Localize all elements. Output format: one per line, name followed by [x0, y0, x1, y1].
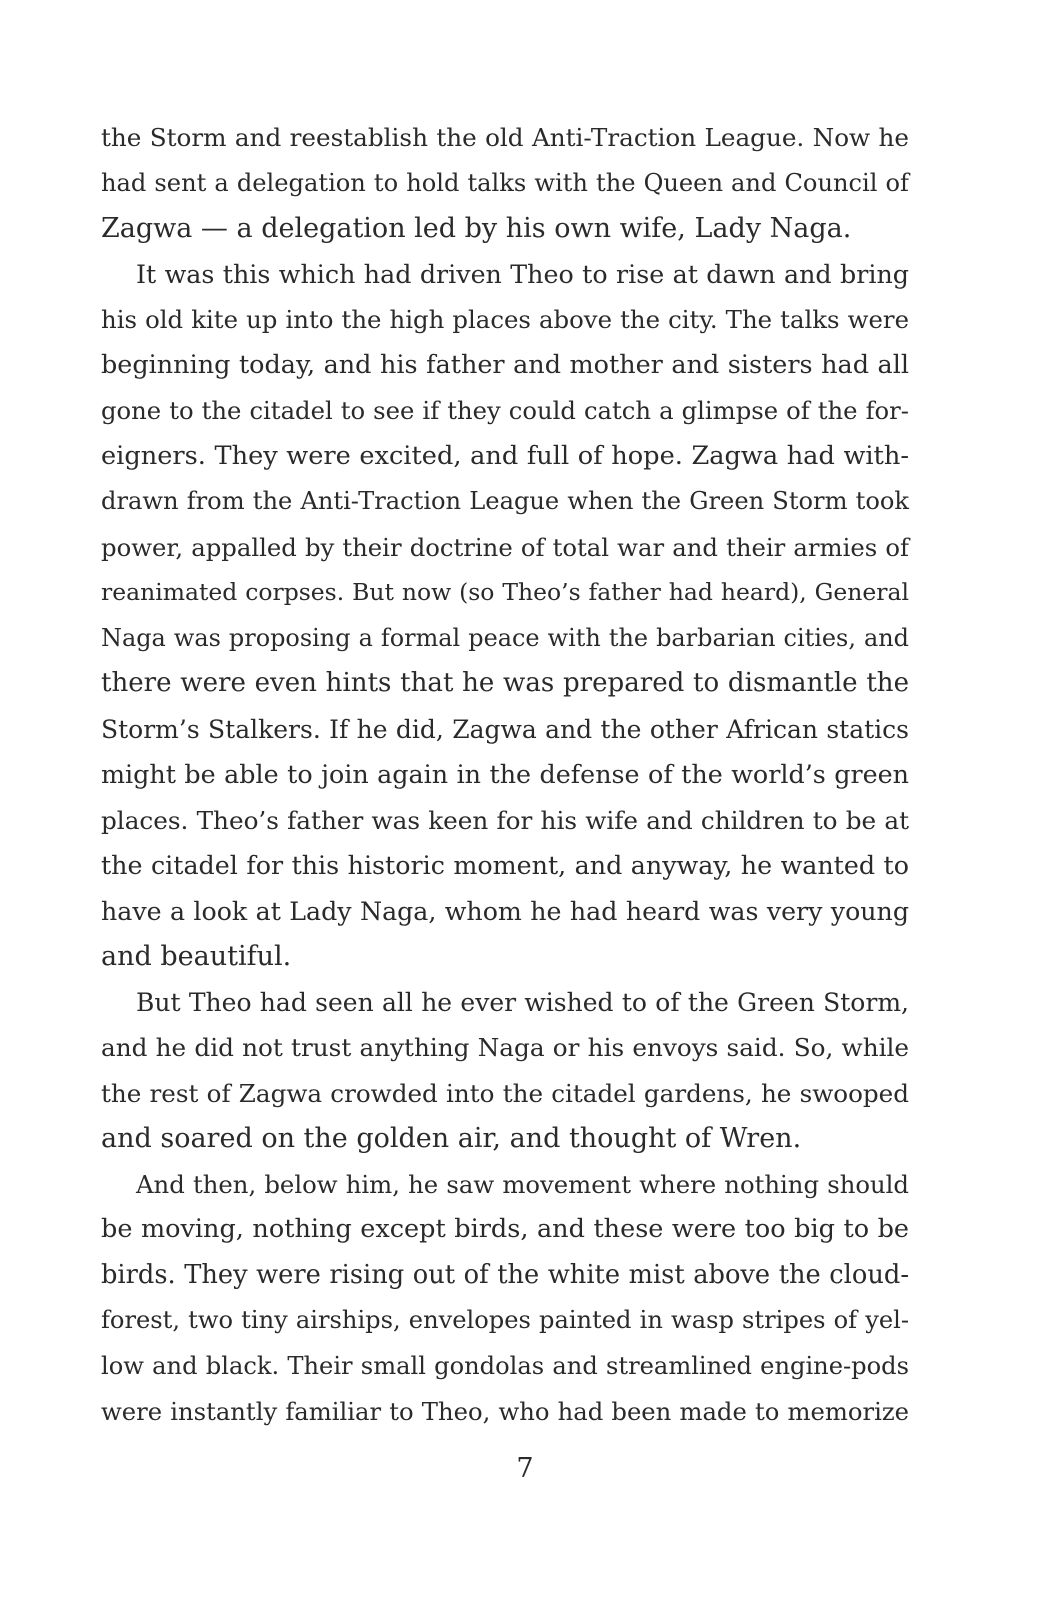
text-line: there were even hints that he was prepared to dismantle the	[101, 668, 909, 698]
text-line: and beautiful.	[101, 941, 292, 972]
text-line: And then, below him, he saw movement where nothing should	[136, 1169, 909, 1199]
paragraph	[101, 115, 909, 252]
text-line: Storm’s Stalkers. If he did, Zagwa and the other African statics	[101, 714, 909, 744]
text-line: might be able to join again in the defense of the world’s green	[101, 759, 909, 789]
text-line: gone to the citadel to see if they could catch a glimpse of the for-	[101, 396, 909, 425]
paragraph	[101, 252, 909, 980]
text-line: the Storm and reestablish the old Anti-Traction League. Now he	[101, 123, 909, 152]
text-line: Naga was proposing a formal peace with the barbarian cities, and	[101, 623, 909, 652]
text-line: forest, two tiny airships, envelopes painted in wasp stripes of yel-	[101, 1306, 909, 1334]
text-line: reanimated corpses. But now (so Theo’s father had heard), General	[101, 578, 909, 606]
text-line: birds. They were rising out of the white mist above the cloud-	[101, 1259, 909, 1290]
paragraph	[101, 1162, 909, 1435]
text-line: were instantly familiar to Theo, who had been made to memorize	[101, 1397, 909, 1426]
text-line: beginning today, and his father and mother and sisters had all	[101, 349, 909, 380]
text-line: the citadel for this historic moment, and anyway, he wanted to	[101, 850, 909, 880]
text-line: his old kite up into the high places above the city. The talks were	[101, 305, 909, 334]
page-number: 7	[516, 1453, 534, 1484]
text-line: Zagwa — a delegation led by his own wife, Lady Naga.	[101, 213, 852, 244]
text-line: had sent a delegation to hold talks with the Queen and Council of	[101, 168, 909, 197]
text-line: and he did not trust anything Naga or his envoys said. So, while	[101, 1033, 909, 1062]
text-line: It was this which had driven Theo to rise at dawn and bring	[136, 258, 909, 289]
text-line: eigners. They were excited, and full of hope. Zagwa had with-	[101, 440, 909, 471]
text-line: But Theo had seen all he ever wished to of the Green Storm,	[136, 987, 909, 1017]
text-line: low and black. Their small gondolas and streamlined engine-pods	[101, 1351, 909, 1380]
text-line: places. Theo’s father was keen for his wife and children to be at	[101, 805, 909, 835]
text-line: drawn from the Anti-Traction League when the Green Storm took	[101, 487, 909, 515]
text-line: power, appalled by their doctrine of total war and their armies of	[101, 532, 909, 562]
text-line: have a look at Lady Naga, whom he had heard was very young	[101, 896, 909, 926]
text-line: the rest of Zagwa crowded into the citadel gardens, he swooped	[101, 1078, 909, 1108]
paragraph	[101, 980, 909, 1162]
text-line: and soared on the golden air, and thought of Wren.	[101, 1123, 802, 1154]
body-text	[101, 115, 909, 1435]
text-line: be moving, nothing except birds, and these were too big to be	[101, 1214, 909, 1244]
